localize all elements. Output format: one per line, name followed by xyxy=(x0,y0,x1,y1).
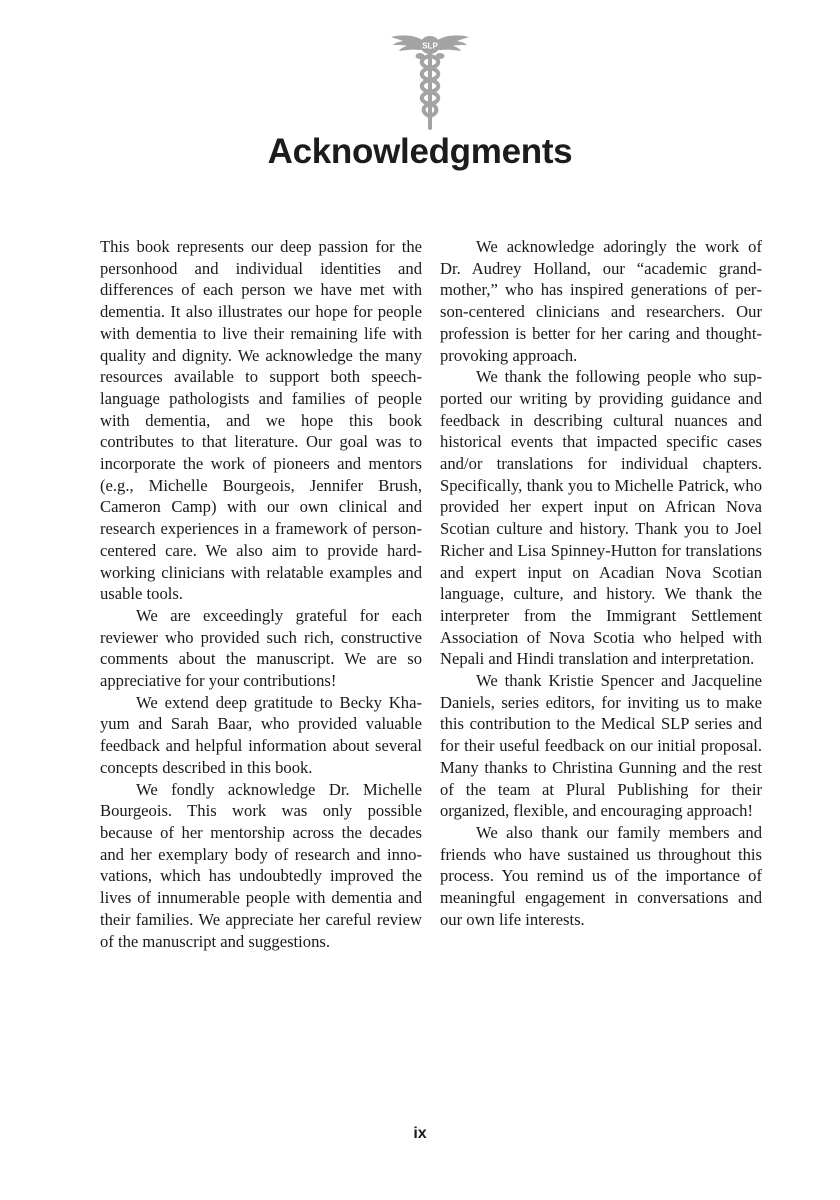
caduceus-icon xyxy=(389,28,471,132)
right-column xyxy=(440,236,762,931)
paragraph: We fondly acknowledge Dr. Michelle Bourgeois. This work was only possible because of her mentorship across the decades and her exemplary body of research and innovations, which has undoubtedly improved the lives of innumerable people with dementia and their families. We appreciate her careful review of the manuscript and suggestions. xyxy=(100,779,422,951)
page-title: Acknowledgments xyxy=(267,132,573,171)
paragraph: We are exceedingly grateful for each reviewer who provided such rich, constructive comments about the manuscript. We are so appreciative for your contributions! xyxy=(100,605,422,691)
paragraph: We extend deep gratitude to Becky Khayum and Sarah Baar, who provided valuable feedback and helpful information about several concepts described in this book. xyxy=(100,692,422,777)
svg-text:SLP: SLP xyxy=(422,41,438,51)
paragraph: This book represents our deep passion for the personhood and individual identities and differences of each person we have met with dementia. It also illustrates our hope for people with dementia to live their remaining life with quality and dignity. We acknowledge the many resources available to support both speech-language pathologists and families of people with dementia, and we hope this book contributes to that literature. Our goal was to incorporate the work of pioneers and mentors (e.g., Michelle Bourgeois, Jennifer Brush, Cameron Camp) with our own clinical and research experiences in a framework of person-centered care. We also aim to provide hard-working clinicians with relatable examples and usable tools. xyxy=(100,237,422,604)
paragraph: We also thank our family members and friends who have sustained us throughout this process. You remind us of the importance of meaningful engagement in conversations and our own life interests. xyxy=(440,822,762,929)
paragraph: We thank the following people who supported our writing by providing guidance and feedback in describing cultural nuances and historical events that impacted specific cases and/or translations for individual chapters. Specifically, thank you to Michelle Patrick, who provided her expert input on African Nova Scotian culture and history. Thank you to Joel Richer and Lisa Spinney-Hutton for translations and expert input on Acadian Nova Scotian language, culture, and history. We thank the interpreter from the Immigrant Settlement Association of Nova Scotia who helped with Nepali and Hindi translation and interpretation. xyxy=(440,367,762,669)
page-number: ix xyxy=(413,1125,427,1142)
paragraph: We thank Kristie Spencer and Jacqueline Daniels, series editors, for inviting us to make this contribution to the Medical SLP series and for their useful feedback on our initial proposal. Many thanks to Christina Gunning and the rest of the team at Plural Publishing for their organized, flexible, and encouraging approach! xyxy=(440,671,762,821)
paragraph: We acknowledge adoringly the work of Dr. Audrey Holland, our “academic grandmother,” who has inspired generations of person-centered clinicians and researchers. Our profession is better for her caring and thought-provoking approach. xyxy=(440,237,762,365)
left-column xyxy=(100,236,422,952)
